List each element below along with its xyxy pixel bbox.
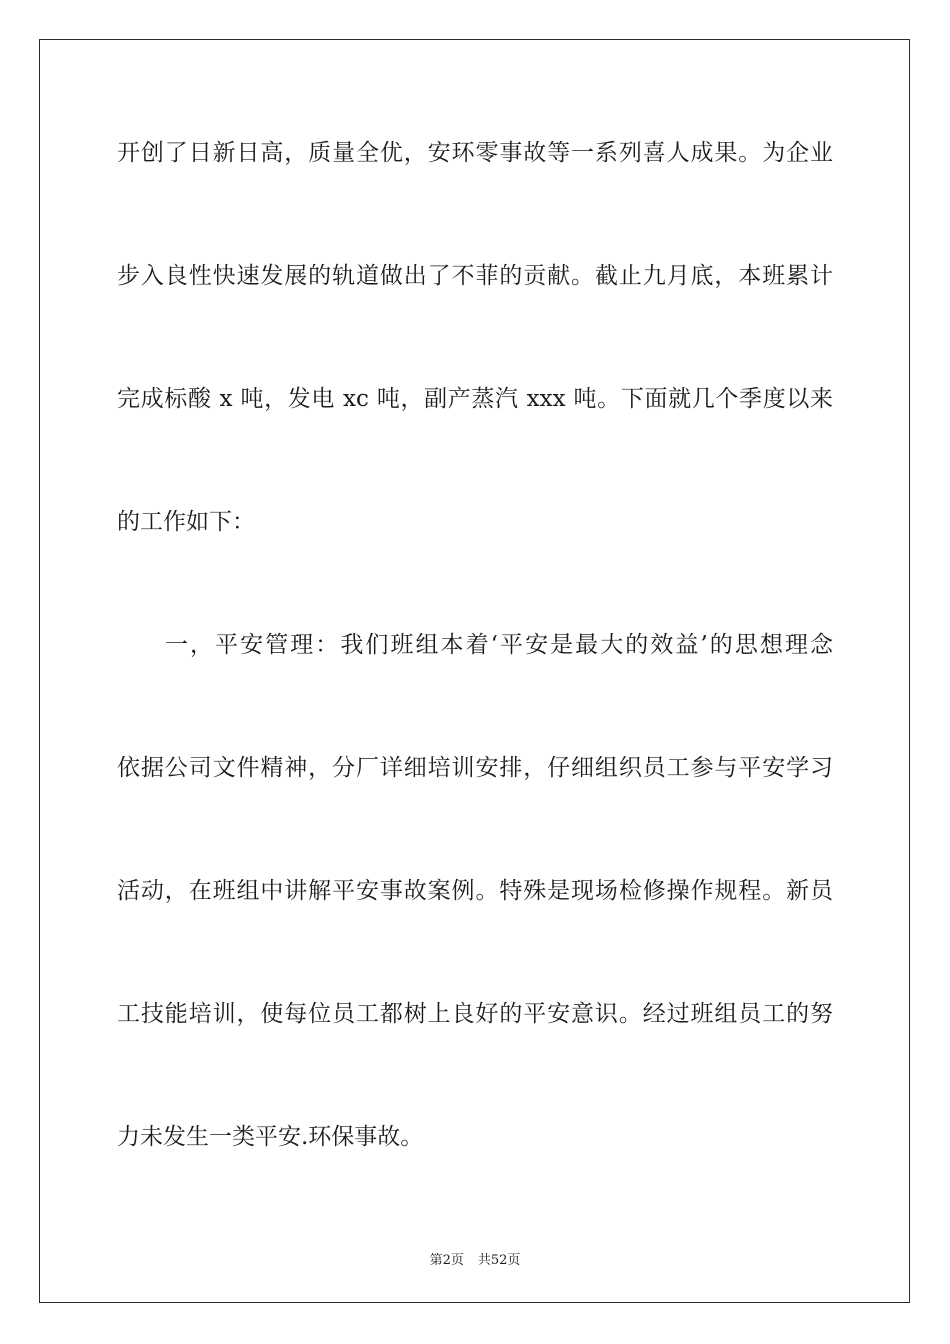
paragraph-line-3: 完成标酸 x 吨，发电 xc 吨，副产蒸汽 xxx 吨。下面就几个季度以来 [117, 386, 833, 412]
paragraph-line-7: 活动，在班组中讲解平安事故案例。特殊是现场检修操作规程。新员 [117, 878, 833, 904]
paragraph-line-5: 一，平安管理：我们班组本着‘平安是最大的效益’的思想理念 [165, 632, 833, 658]
total-pages: 共52页 [477, 1253, 521, 1268]
paragraph-line-8: 工技能培训，使每位员工都树上良好的平安意识。经过班组员工的努 [117, 1001, 833, 1027]
paragraph-line-6: 依据公司文件精神，分厂详细培训安排，仔细组织员工参与平安学习 [117, 755, 833, 781]
page-border [39, 39, 910, 1303]
paragraph-line-2: 步入良性快速发展的轨道做出了不菲的贡献。截止九月底，本班累计 [117, 263, 833, 289]
paragraph-line-9: 力未发生一类平安.环保事故。 [117, 1124, 424, 1150]
paragraph-line-1: 开创了日新日高，质量全优，安环零事故等一系列喜人成果。为企业 [117, 140, 833, 166]
page-footer [0, 1249, 950, 1268]
paragraph-line-4: 的工作如下： [117, 509, 255, 535]
page-number: 第2页 [429, 1253, 464, 1268]
